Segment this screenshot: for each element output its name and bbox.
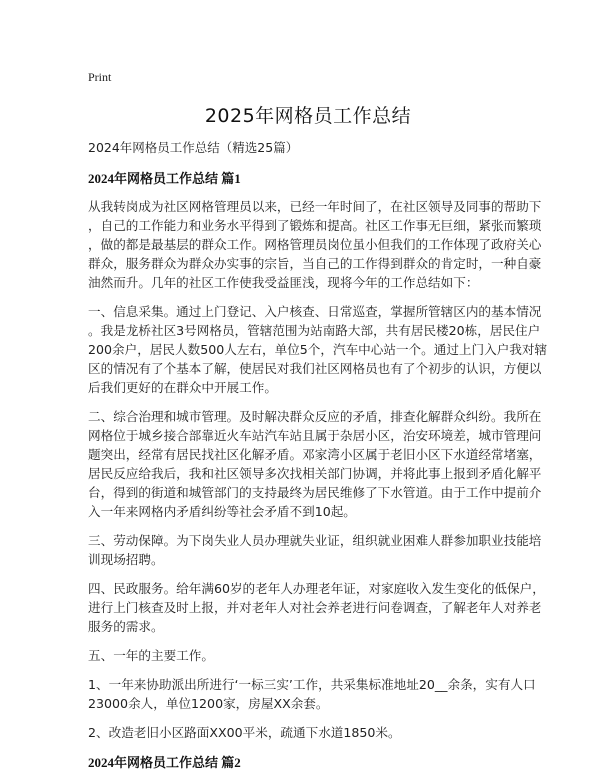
document-page <box>88 70 548 781</box>
paragraph <box>88 675 536 713</box>
paragraph <box>88 197 542 292</box>
paragraph-line: 居民反应给我后，我和社区领导多次找相关部门协调，并将此事上报到矛盾化解平 <box>88 466 542 481</box>
paragraph-line: 进行上门核查及时上报，并对老年人对社会养老进行问卷调查，了解老年人对养老 <box>88 600 542 615</box>
paragraph-line: 油然而升。几年的社区工作使我受益匪浅，现将今年的工作总结如下： <box>88 275 479 290</box>
document-title: 2025年网格员工作总结 <box>204 105 412 127</box>
paragraph <box>88 302 548 397</box>
paragraph <box>88 407 542 521</box>
paragraph <box>88 723 528 742</box>
paragraph-line: 训现场招聘。 <box>88 552 164 567</box>
paragraph-line: ，做的都是最基层的群众工作。网格管理员岗位虽小但我们的工作体现了政府关心 <box>88 237 542 252</box>
paragraph-line: 网格位于城乡接合部靠近火车站汽车站且属于杂居小区，治安环境差，城市管理问 <box>88 428 542 443</box>
paragraph <box>88 531 542 569</box>
paragraph-line: 1、一年来协助派出所进行‘一标三实’工作，共采集标准地址20__余条，实有人口 <box>88 677 536 692</box>
paragraph-line: 题突出，经常有居民找社区化解矛盾。邓家湾小区属于老旧小区下水道经常堵塞， <box>88 447 542 462</box>
paragraph-line: 从我转岗成为社区网格管理员以来，已经一年时间了，在社区领导及同事的帮助下 <box>88 199 542 214</box>
body-paragraphs <box>88 197 548 742</box>
section-heading-2: 2024年网格员工作总结 篇2 <box>88 755 241 770</box>
paragraph-line: ，自己的工作能力和业务水平得到了锻炼和提高。社区工作事无巨细，紧张而繁琐 <box>88 218 542 233</box>
paragraph-line: 群众，服务群众为群众办实事的宗旨，当自己的工作得到群众的肯定时，一种自豪 <box>88 256 542 271</box>
paragraph-line: 后我们更好的在群众中开展工作。 <box>88 380 277 395</box>
section-heading-1: 2024年网格员工作总结 篇1 <box>88 171 241 186</box>
document-subtitle: 2024年网格员工作总结（精选25篇） <box>88 140 299 155</box>
paragraph-line: 一、信息采集。通过上门登记、入户核查、日常巡查，掌握所管辖区内的基本情况 <box>88 304 542 319</box>
paragraph-line: 四、民政服务。给年满60岁的老年人办理老年证，对家庭收入发生变化的低保户， <box>88 581 545 596</box>
paragraph-line: 三、劳动保障。为下岗失业人员办理就失业证，组织就业困难人群参加职业技能培 <box>88 533 542 548</box>
paragraph-line: 五、一年的主要工作。 <box>88 648 214 663</box>
print-label: Print <box>88 70 112 84</box>
paragraph <box>88 579 545 636</box>
paragraph-line: 入一年来网格内矛盾纠纷等社会矛盾不到10起。 <box>88 504 356 519</box>
paragraph <box>88 646 528 665</box>
paragraph-line: 200余户，居民人数500人左右，单位5个，汽车中心站一个。通过上门入户我对辖 <box>88 342 548 357</box>
paragraph-line: 服务的需求。 <box>88 619 164 634</box>
paragraph-line: 区的情况有了个基本了解，使居民对我们社区网格员也有了个初步的认识，方便以 <box>88 361 542 376</box>
paragraph-line: 台，得到的街道和城管部门的支持最终为居民维修了下水管道。由于工作中提前介 <box>88 485 542 500</box>
paragraph-line: 2、改造老旧小区路面XX00平米，疏通下水道1850米。 <box>88 725 401 740</box>
paragraph-line: 。我是龙桥社区3号网格员，管辖范围为站南路大部，共有居民楼20栋，居民住户 <box>88 323 541 338</box>
paragraph-line: 二、综合治理和城市管理。及时解决群众反应的矛盾，排查化解群众纠纷。我所在 <box>88 409 542 424</box>
paragraph-line: 23000余人，单位1200家，房屋XX余套。 <box>88 696 329 711</box>
